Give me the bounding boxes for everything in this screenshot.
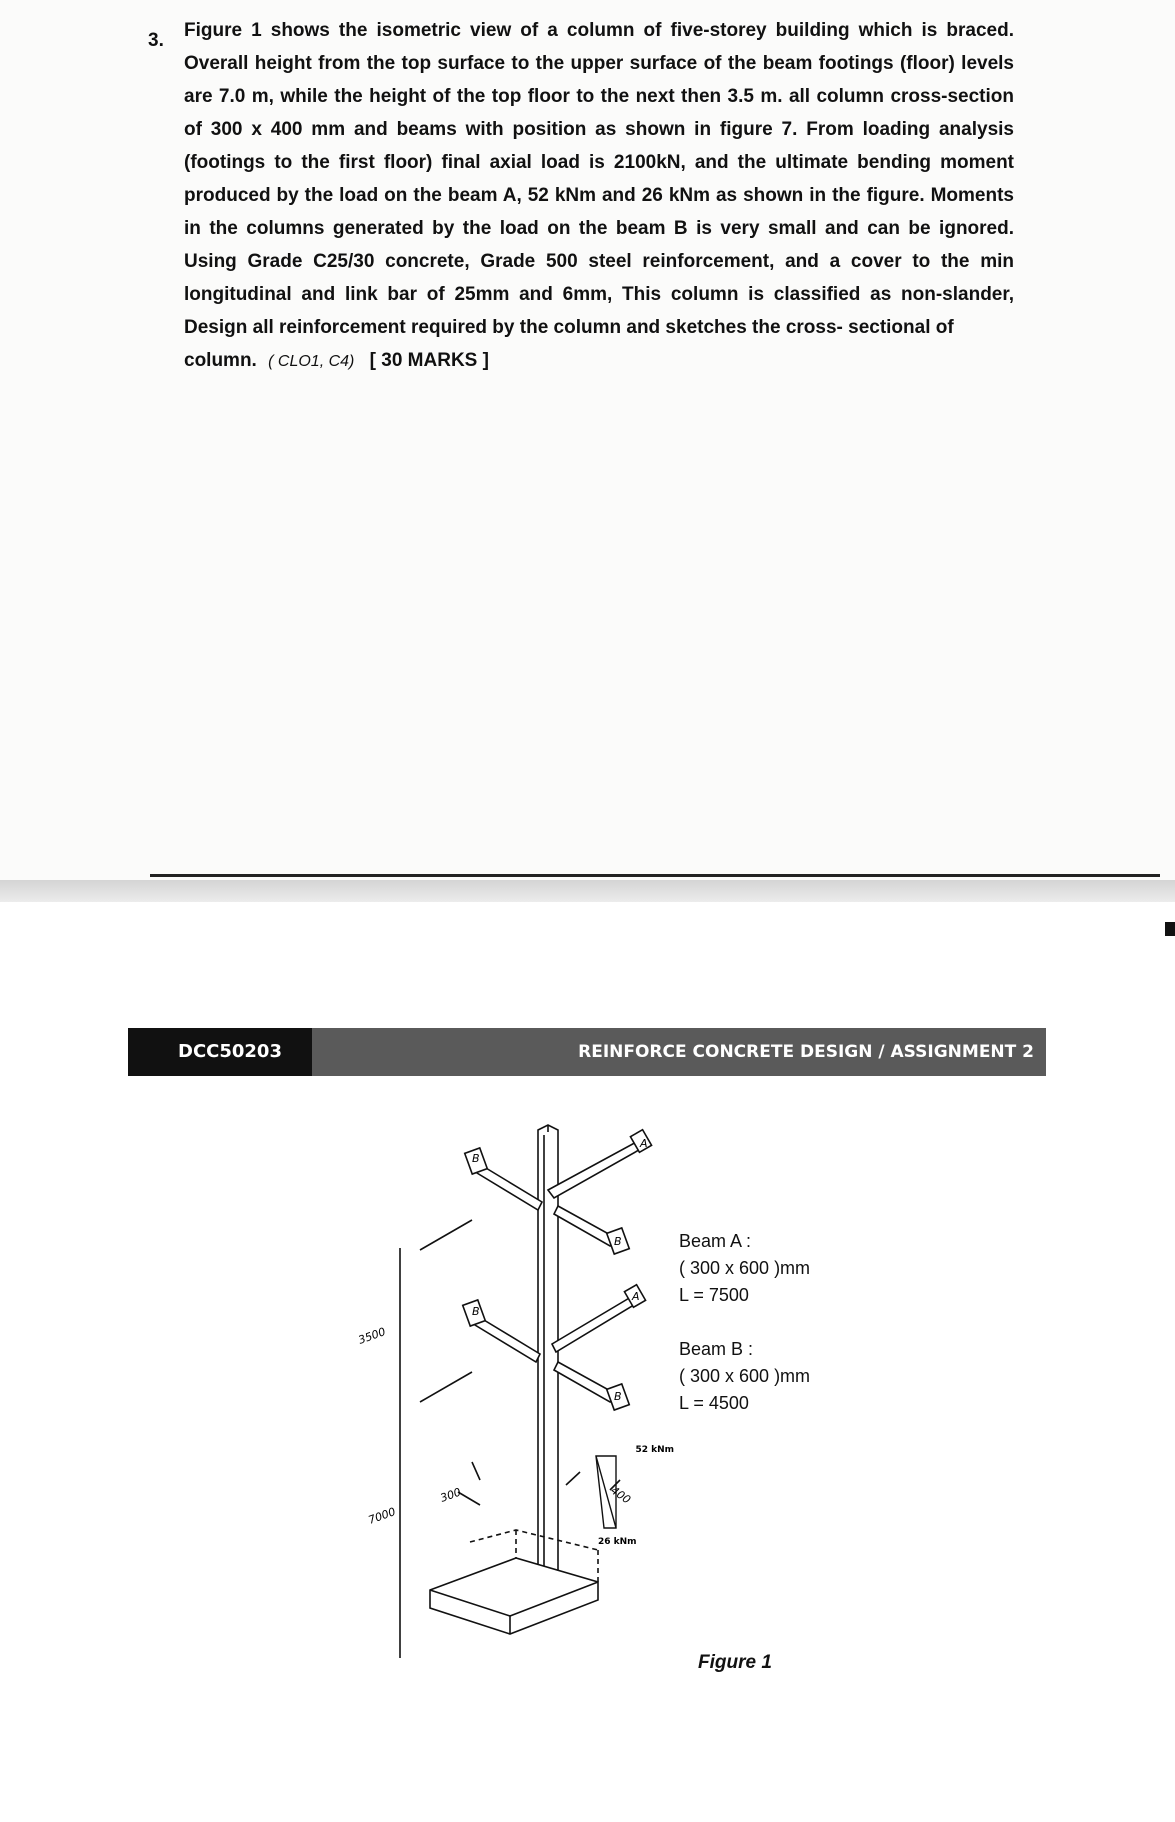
question-page [0, 0, 1175, 880]
assignment-header [128, 1028, 1046, 1076]
beam-b-upper-left-label: B [472, 1152, 480, 1165]
column-isometric-figure [356, 1110, 680, 1670]
question-number: 3. [148, 30, 164, 51]
beam-b-title: Beam B : [679, 1339, 754, 1359]
beam-b-lower-right-label: B [614, 1390, 622, 1403]
beam-a-length: L = 7500 [679, 1285, 749, 1305]
scan-edge-mark [1165, 922, 1175, 936]
beam-b-spec [679, 1336, 810, 1417]
assignment-title: REINFORCE CONCRETE DESIGN / ASSIGNMENT 2 [578, 1042, 1034, 1062]
moment-52-label: 52 kNm [635, 1445, 674, 1455]
beam-a-spec [679, 1228, 810, 1309]
figure-caption: Figure 1 [698, 1652, 772, 1673]
course-code: DCC50203 [128, 1028, 312, 1076]
question-tail: column. [184, 350, 257, 371]
beam-b-upper-right-label: B [614, 1235, 622, 1248]
beam-b-lower-left-label: B [472, 1305, 480, 1318]
dimension-7000: 7000 [366, 1505, 398, 1527]
dimension-300: 300 [438, 1485, 463, 1505]
question-text [184, 14, 1014, 378]
beam-a-title: Beam A : [679, 1231, 752, 1251]
marks-label: [ 30 MARKS ] [369, 350, 489, 371]
question-body: Figure 1 shows the isometric view of a column of five-storey building which is braced. Overall height from the top surface to the upper surface of the beam footings (floor) levels are 7.0 m, while the height of the top floor to the next then 3.5 m. all column cross-section of 300 x 400 mm and beams with position as shown in figure 7. From loading analysis (footings to the first floor) final axial load is 2100kN, and the ultimate bending moment produced by the load on the beam A, 52 kNm and 26 kNm as shown in the figure. Moments in the columns generated by the load on the beam B is very small and can be ignored. Using Grade C25/30 concrete, Grade 500 steel reinforcement, and a cover to the min longitudinal and link bar of 25mm and 6mm, This column is classified as non-slander, Design all reinforcement required by the column and sketches the cross- sectional of [184, 20, 1014, 338]
beam-a-upper-label: A [640, 1137, 648, 1150]
dimension-3500: 3500 [356, 1325, 388, 1347]
dimension-400: 400 [608, 1483, 633, 1507]
beam-b-length: L = 4500 [679, 1393, 749, 1413]
beam-a-lower-label: A [632, 1290, 640, 1303]
clo-reference: ( CLO1, C4) [268, 353, 355, 370]
beam-a-size: ( 300 x 600 )mm [679, 1258, 811, 1278]
beam-b-size: ( 300 x 600 )mm [679, 1366, 811, 1386]
page-edge-line [150, 874, 1160, 877]
moment-26-label: 26 kNm [598, 1537, 637, 1547]
page-separator [0, 880, 1175, 902]
